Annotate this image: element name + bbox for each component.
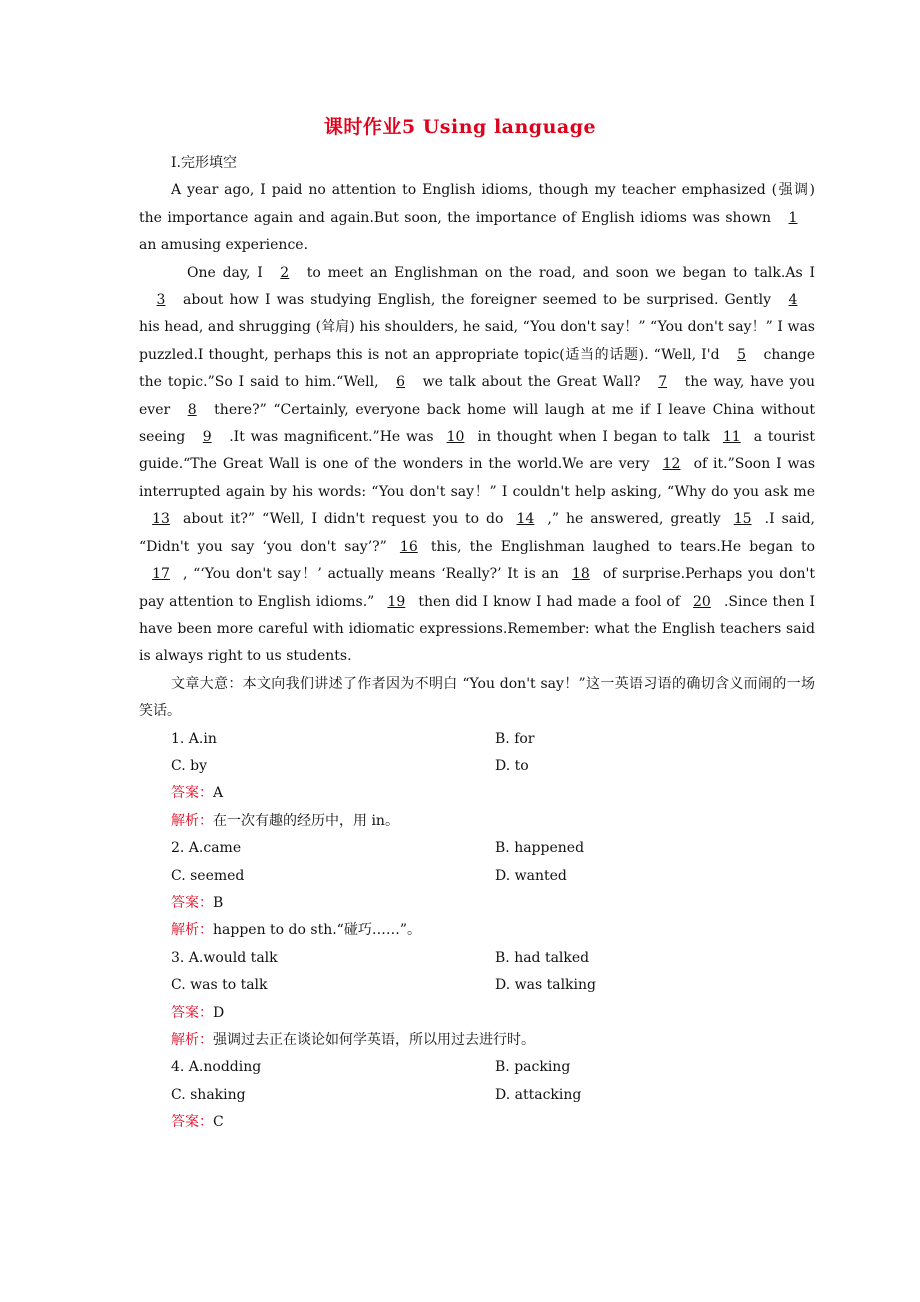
blank-7: 7 xyxy=(658,374,668,391)
passage-text: about it?” “Well, I didn't request you to do xyxy=(183,511,504,528)
passage-text: the way, have you ever xyxy=(139,374,815,418)
blank-5: 5 xyxy=(737,346,746,363)
option-row xyxy=(139,835,815,862)
blank-9: 9 xyxy=(202,429,212,446)
passage-text: , “‘You don't say！’ actually means ‘Really?’ It is an xyxy=(183,566,559,583)
answer-line xyxy=(139,890,815,917)
question-2 xyxy=(139,835,815,945)
passage-text: ,” he answered, greatly xyxy=(547,511,721,528)
blank-1: 1 xyxy=(788,209,798,226)
option-c: C. shaking xyxy=(171,1086,246,1103)
option-b: B. for xyxy=(495,730,535,747)
option-a: 2. A.came xyxy=(171,840,242,857)
blank-2: 2 xyxy=(280,264,290,281)
blank-10: 10 xyxy=(446,429,465,446)
option-b: B. packing xyxy=(495,1059,571,1076)
answer-value: B xyxy=(213,894,224,911)
passage-text: .It was magnificent.”He was xyxy=(229,429,434,446)
blank-11: 11 xyxy=(722,429,741,446)
blank-14: 14 xyxy=(516,511,535,528)
passage-paragraph-1 xyxy=(139,177,815,259)
passage-text: about how I was studying English, the foreigner seemed to be surprised. Gently xyxy=(183,292,771,309)
explanation-label: 解析： xyxy=(171,812,213,829)
blank-19: 19 xyxy=(387,593,406,610)
blank-6: 6 xyxy=(396,374,406,391)
answer-label: 答案： xyxy=(171,1114,213,1131)
explanation-line xyxy=(139,917,815,944)
question-3 xyxy=(139,945,815,1055)
explanation-line xyxy=(139,808,815,835)
option-row xyxy=(139,1054,815,1081)
question-1 xyxy=(139,726,815,836)
answer-label: 答案： xyxy=(171,1004,213,1021)
passage-text: of it.”Soon I was interrupted again by his words: “You don't say！” I couldn't help asking, “Why do you ask me xyxy=(139,456,816,500)
option-row xyxy=(139,1082,815,1109)
passage-text: this, the Englishman laughed to tears.He began to xyxy=(430,538,815,555)
answer-line xyxy=(139,1000,815,1027)
blank-3: 3 xyxy=(156,292,166,309)
passage-text: One day, I xyxy=(187,264,263,281)
passage-text: in thought when I began to talk xyxy=(477,429,710,446)
explanation-label: 解析： xyxy=(171,1032,213,1048)
passage-text: then did I know I had made a fool of xyxy=(418,593,680,610)
passage-text: to meet an Englishman on the road, and soon we began to talk.As I xyxy=(306,264,815,281)
passage-text: A year ago, I paid no attention to English idioms, though my teacher emphasized (强调) the importance again and again.But soon, the importance of English idioms was shown xyxy=(139,182,815,226)
option-row xyxy=(139,863,815,890)
explanation-text: 在一次有趣的经历中，用 in。 xyxy=(213,812,399,829)
option-d: D. attacking xyxy=(495,1086,582,1103)
explanation-label: 解析： xyxy=(171,922,213,939)
passage-text: change the topic.”So I said to him.“Well, xyxy=(139,346,815,391)
passage-text: an amusing experience. xyxy=(139,237,309,254)
explanation-text: 强调过去正在谈论如何学英语，所以用过去进行时。 xyxy=(213,1032,535,1048)
answer-line xyxy=(139,780,815,807)
option-d: D. to xyxy=(495,757,529,774)
passage-text: his head, and shrugging (耸肩) his shoulders, he said, “You don't say！” “You don't say！” I was puzzled.I thought, perhaps this is not an appropriate topic(适当的话题). “Well, I'd xyxy=(139,319,815,363)
passage-text: .Since then I have been more careful with idiomatic expressions.Remember: what the English teachers said is always right to us students. xyxy=(139,593,815,665)
blank-15: 15 xyxy=(733,511,752,528)
answer-label: 答案： xyxy=(171,894,213,911)
blank-8: 8 xyxy=(187,401,197,418)
option-b: B. had talked xyxy=(495,949,590,966)
section-heading: Ⅰ.完形填空 xyxy=(171,155,237,171)
option-c: C. by xyxy=(171,757,207,774)
answer-value: D xyxy=(213,1004,225,1021)
answer-value: A xyxy=(213,785,224,802)
passage-text: a tourist guide.“The Great Wall is one of the wonders in the world.We are very xyxy=(139,429,815,473)
option-d: D. wanted xyxy=(495,867,567,884)
blank-20: 20 xyxy=(693,593,711,610)
option-c: C. was to talk xyxy=(171,977,268,994)
passage-text: .I said, “Didn't you say ‘you don't say’?” xyxy=(139,511,815,555)
blank-12: 12 xyxy=(662,456,681,473)
option-d: D. was talking xyxy=(495,977,596,994)
option-a: 1. A.in xyxy=(171,730,217,747)
option-a: 3. A.would talk xyxy=(171,949,278,966)
passage-text: we talk about the Great Wall? xyxy=(422,374,641,391)
option-row xyxy=(139,945,815,972)
page-title: 课时作业5 Using language xyxy=(323,116,597,138)
blank-16: 16 xyxy=(399,538,418,555)
blank-18: 18 xyxy=(571,566,590,583)
passage-text: there?” “Certainly, everyone back home will laugh at me if I leave China without seeing xyxy=(139,401,815,446)
option-a: 4. A.nodding xyxy=(171,1059,262,1076)
answer-line xyxy=(139,1109,815,1136)
explanation-line xyxy=(139,1027,815,1054)
option-row xyxy=(139,753,815,780)
blank-13: 13 xyxy=(152,511,170,528)
option-b: B. happened xyxy=(495,840,585,857)
blank-17: 17 xyxy=(152,566,170,583)
option-row xyxy=(139,726,815,753)
passage-text: of surprise.Perhaps you don't pay attention to English idioms.” xyxy=(139,566,815,610)
blank-4: 4 xyxy=(788,292,798,309)
explanation-text: happen to do sth.“碰巧……”。 xyxy=(213,922,421,939)
answer-value: C xyxy=(213,1114,224,1131)
question-4 xyxy=(139,1054,815,1136)
option-row xyxy=(139,972,815,999)
passage-paragraph-2 xyxy=(139,260,815,671)
option-c: C. seemed xyxy=(171,867,245,884)
answer-label: 答案： xyxy=(171,785,213,802)
article-summary: 文章大意：本文向我们讲述了作者因为不明白 “You don't say！”这一英语习语的确切含义而闹的一场笑话。 xyxy=(139,675,815,720)
document-body xyxy=(139,150,815,1137)
